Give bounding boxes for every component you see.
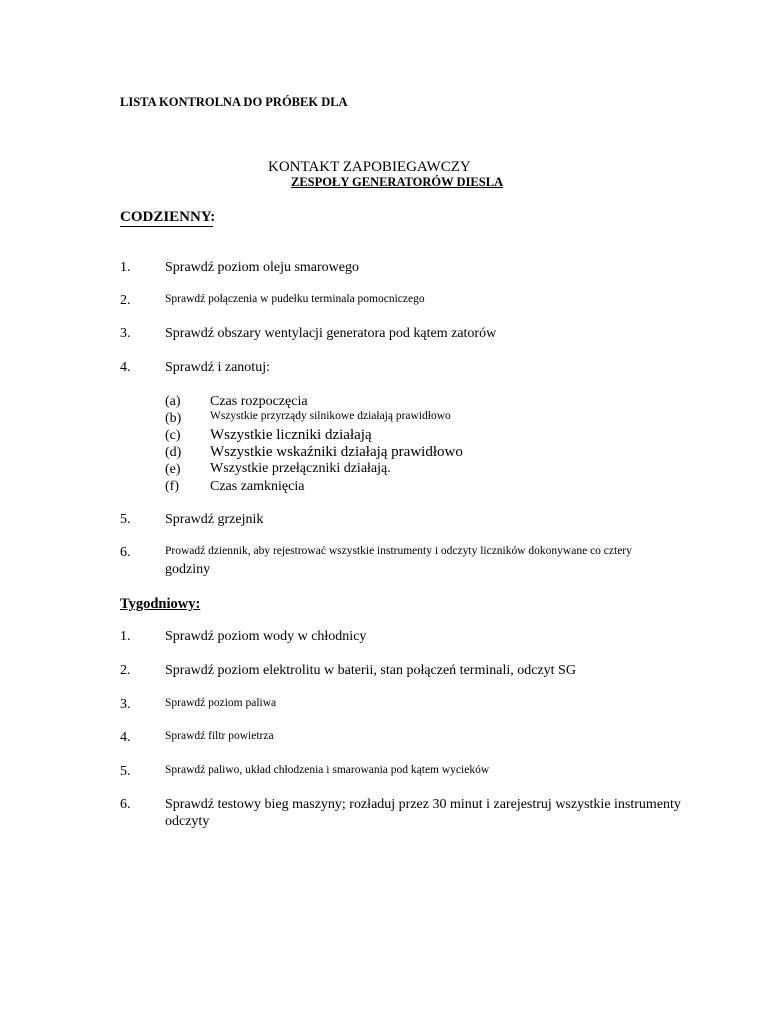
item-text: Sprawdź filtr powietrza: [165, 730, 274, 742]
subitem-label: (f): [165, 479, 179, 494]
subitem-text: Czas rozpoczęcia: [210, 394, 308, 409]
item-text: Sprawdź grzejnik: [165, 512, 264, 527]
subitem-label: (d): [165, 445, 182, 460]
subitem-text: Wszystkie przełączniki działają.: [210, 461, 391, 476]
item-number: 4.: [120, 730, 131, 745]
subitem-text: Wszystkie przyrządy silnikowe działają prawidłowo: [210, 410, 451, 422]
item-text: Sprawdź obszary wentylacji generatora pod kątem zatorów: [165, 326, 497, 341]
checklist-title: LISTA KONTROLNA DO PRÓBEK DLA: [120, 95, 348, 109]
item-text: Prowadź dziennik, aby rejestrować wszystkie instrumenty i odczyty liczników dokonywane co cztery: [165, 545, 632, 557]
item-number: 5.: [120, 764, 131, 779]
subitem-label: (e): [165, 462, 181, 477]
item-text: Sprawdź poziom wody w chłodnicy: [165, 629, 367, 644]
subitem-text: Wszystkie liczniki działają: [210, 427, 372, 443]
subitem-label: (c): [165, 428, 181, 443]
weekly-heading: Tygodniowy:: [120, 596, 201, 612]
subitem-label: (b): [165, 411, 182, 426]
item-text: Sprawdź poziom paliwa: [165, 697, 277, 709]
item-text: Sprawdź poziom oleju smarowego: [165, 260, 360, 275]
item-number: 1.: [120, 260, 131, 275]
item-number: 2.: [120, 293, 131, 308]
subitem-text: Wszystkie wskaźniki działają prawidłowo: [210, 444, 463, 460]
item-text-continued: odczyty: [165, 814, 210, 829]
item-text: Sprawdź poziom elektrolitu w baterii, stan połączeń terminali, odczyt SG: [165, 663, 576, 678]
main-title: KONTAKT ZAPOBIEGAWCZY: [268, 159, 471, 175]
item-number: 4.: [120, 360, 131, 375]
item-number: 2.: [120, 663, 131, 678]
item-number: 3.: [120, 697, 131, 712]
item-number: 3.: [120, 326, 131, 341]
item-text-continued: godziny: [165, 562, 211, 577]
item-number: 6.: [120, 545, 131, 560]
item-text: Sprawdź paliwo, układ chłodzenia i smarowania pod kątem wycieków: [165, 764, 490, 776]
item-number: 1.: [120, 629, 131, 644]
daily-heading-text: CODZIENNY:: [120, 209, 216, 225]
daily-heading-underline: [120, 226, 213, 227]
item-text: Sprawdź połączenia w pudełku terminala pomocniczego: [165, 293, 425, 305]
daily-heading: [120, 209, 215, 226]
subitem-text: Czas zamknięcia: [210, 479, 305, 494]
subtitle: ZESPOŁY GENERATORÓW DIESLA: [291, 175, 504, 189]
subitem-label: (a): [165, 394, 181, 409]
item-number: 5.: [120, 512, 131, 527]
item-text: Sprawdź testowy bieg maszyny; rozładuj przez 30 minut i zarejestruj wszystkie instrumenty: [165, 797, 681, 812]
item-text: Sprawdź i zanotuj:: [165, 360, 270, 375]
item-number: 6.: [120, 797, 131, 812]
